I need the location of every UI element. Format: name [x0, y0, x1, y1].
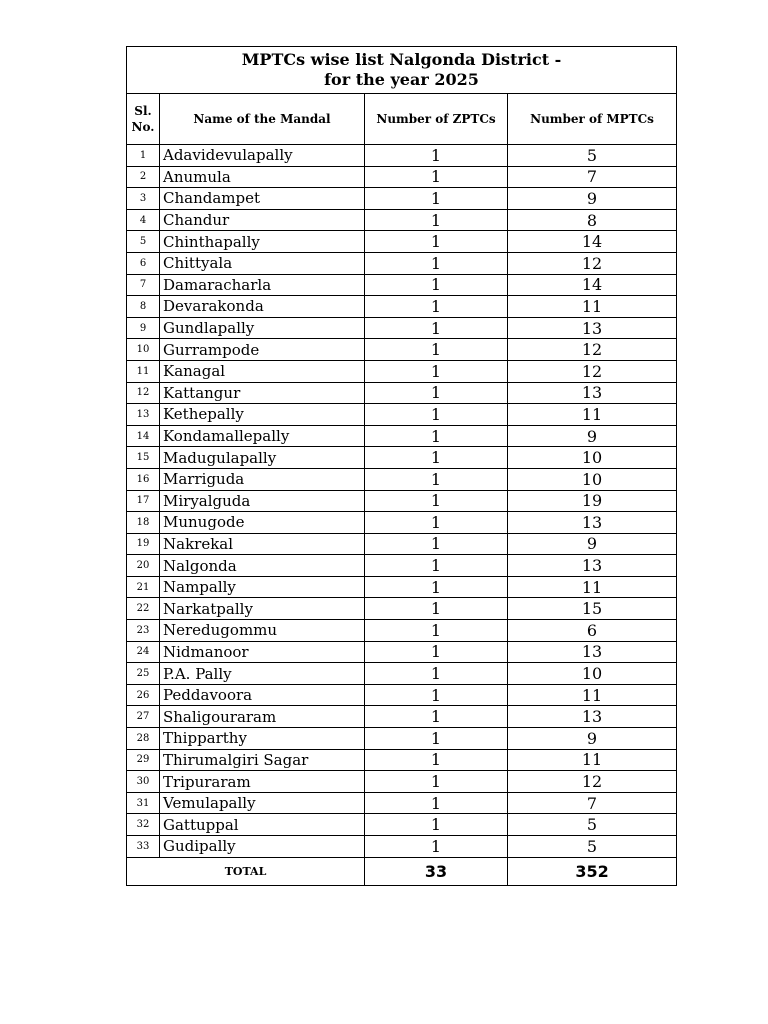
row-zptcs: 1 — [365, 814, 508, 836]
row-sl-no: 6 — [127, 252, 160, 274]
row-mptcs: 13 — [508, 641, 677, 663]
table-row — [127, 598, 677, 620]
row-zptcs: 1 — [365, 749, 508, 771]
row-zptcs: 1 — [365, 382, 508, 404]
row-sl-no: 31 — [127, 792, 160, 814]
row-sl-no: 26 — [127, 684, 160, 706]
row-mptcs: 13 — [508, 706, 677, 728]
row-sl-no: 28 — [127, 728, 160, 750]
row-mptcs: 12 — [508, 771, 677, 793]
mptc-table — [126, 46, 677, 886]
row-zptcs: 1 — [365, 533, 508, 555]
table-row — [127, 339, 677, 361]
row-sl-no: 20 — [127, 555, 160, 577]
row-sl-no: 22 — [127, 598, 160, 620]
table-row — [127, 296, 677, 318]
row-sl-no: 32 — [127, 814, 160, 836]
row-sl-no: 9 — [127, 317, 160, 339]
row-sl-no: 25 — [127, 663, 160, 685]
row-mptcs: 10 — [508, 663, 677, 685]
row-zptcs: 1 — [365, 512, 508, 534]
row-zptcs: 1 — [365, 706, 508, 728]
row-zptcs: 1 — [365, 641, 508, 663]
row-zptcs: 1 — [365, 166, 508, 188]
row-mptcs: 9 — [508, 188, 677, 210]
row-mandal-name: Anumula — [160, 166, 365, 188]
row-mandal-name: Munugode — [160, 512, 365, 534]
row-sl-no: 14 — [127, 425, 160, 447]
row-zptcs: 1 — [365, 728, 508, 750]
row-mptcs: 15 — [508, 598, 677, 620]
table-row — [127, 468, 677, 490]
row-zptcs: 1 — [365, 663, 508, 685]
row-mptcs: 12 — [508, 252, 677, 274]
row-mptcs: 9 — [508, 425, 677, 447]
row-sl-no: 21 — [127, 576, 160, 598]
row-sl-no: 18 — [127, 512, 160, 534]
row-mptcs: 11 — [508, 576, 677, 598]
row-zptcs: 1 — [365, 447, 508, 469]
table-row — [127, 684, 677, 706]
row-zptcs: 1 — [365, 468, 508, 490]
row-zptcs: 1 — [365, 576, 508, 598]
table-row — [127, 252, 677, 274]
row-mandal-name: Nalgonda — [160, 555, 365, 577]
row-sl-no: 8 — [127, 296, 160, 318]
row-sl-no: 11 — [127, 360, 160, 382]
row-mandal-name: Kanagal — [160, 360, 365, 382]
row-zptcs: 1 — [365, 339, 508, 361]
row-sl-no: 24 — [127, 641, 160, 663]
row-sl-no: 5 — [127, 231, 160, 253]
row-zptcs: 1 — [365, 274, 508, 296]
table-row — [127, 836, 677, 858]
row-mandal-name: Chandur — [160, 209, 365, 231]
row-zptcs: 1 — [365, 684, 508, 706]
header-mandal: Name of the Mandal — [160, 94, 365, 145]
row-mandal-name: Tripuraram — [160, 771, 365, 793]
table-row — [127, 404, 677, 426]
row-mandal-name: Madugulapally — [160, 447, 365, 469]
table-row — [127, 382, 677, 404]
row-zptcs: 1 — [365, 555, 508, 577]
table-row — [127, 166, 677, 188]
row-mptcs: 14 — [508, 231, 677, 253]
row-mptcs: 9 — [508, 728, 677, 750]
table-row — [127, 447, 677, 469]
row-mptcs: 13 — [508, 382, 677, 404]
row-sl-no: 3 — [127, 188, 160, 210]
table-row — [127, 188, 677, 210]
row-mandal-name: Marriguda — [160, 468, 365, 490]
header-mptcs: Number of MPTCs — [508, 94, 677, 145]
row-mptcs: 10 — [508, 447, 677, 469]
table-body — [127, 145, 677, 858]
row-mandal-name: Gattuppal — [160, 814, 365, 836]
row-mptcs: 7 — [508, 166, 677, 188]
row-sl-no: 1 — [127, 145, 160, 167]
table-row — [127, 274, 677, 296]
row-sl-no: 23 — [127, 620, 160, 642]
row-mptcs: 11 — [508, 404, 677, 426]
row-zptcs: 1 — [365, 490, 508, 512]
row-mandal-name: Kondamallepally — [160, 425, 365, 447]
row-zptcs: 1 — [365, 792, 508, 814]
row-mandal-name: Peddavoora — [160, 684, 365, 706]
table-row — [127, 576, 677, 598]
table-row — [127, 360, 677, 382]
row-mptcs: 9 — [508, 533, 677, 555]
row-mandal-name: Neredugommu — [160, 620, 365, 642]
row-sl-no: 2 — [127, 166, 160, 188]
table-row — [127, 209, 677, 231]
table-row — [127, 231, 677, 253]
row-mandal-name: Chinthapally — [160, 231, 365, 253]
row-zptcs: 1 — [365, 598, 508, 620]
row-mptcs: 12 — [508, 339, 677, 361]
row-mandal-name: Shaligouraram — [160, 706, 365, 728]
row-mandal-name: Gurrampode — [160, 339, 365, 361]
row-sl-no: 16 — [127, 468, 160, 490]
row-sl-no: 19 — [127, 533, 160, 555]
table-row — [127, 663, 677, 685]
header-row — [127, 94, 677, 145]
row-sl-no: 7 — [127, 274, 160, 296]
row-mandal-name: P.A. Pally — [160, 663, 365, 685]
row-zptcs: 1 — [365, 296, 508, 318]
row-sl-no: 27 — [127, 706, 160, 728]
row-sl-no: 4 — [127, 209, 160, 231]
table-row — [127, 145, 677, 167]
row-zptcs: 1 — [365, 360, 508, 382]
table-row — [127, 533, 677, 555]
table-row — [127, 555, 677, 577]
table-row — [127, 490, 677, 512]
row-zptcs: 1 — [365, 404, 508, 426]
table-row — [127, 641, 677, 663]
row-zptcs: 1 — [365, 145, 508, 167]
row-sl-no: 29 — [127, 749, 160, 771]
row-mandal-name: Gundlapally — [160, 317, 365, 339]
row-zptcs: 1 — [365, 836, 508, 858]
row-mandal-name: Thipparthy — [160, 728, 365, 750]
row-zptcs: 1 — [365, 317, 508, 339]
row-sl-no: 30 — [127, 771, 160, 793]
total-row — [127, 857, 677, 885]
row-mptcs: 6 — [508, 620, 677, 642]
table-row — [127, 425, 677, 447]
row-mandal-name: Kethepally — [160, 404, 365, 426]
row-mptcs: 5 — [508, 814, 677, 836]
row-mptcs: 5 — [508, 836, 677, 858]
table-row — [127, 706, 677, 728]
row-sl-no: 15 — [127, 447, 160, 469]
row-zptcs: 1 — [365, 771, 508, 793]
row-mptcs: 14 — [508, 274, 677, 296]
table-row — [127, 814, 677, 836]
row-zptcs: 1 — [365, 425, 508, 447]
table-row — [127, 771, 677, 793]
table-title — [127, 47, 677, 94]
row-zptcs: 1 — [365, 231, 508, 253]
row-mptcs: 13 — [508, 317, 677, 339]
row-sl-no: 13 — [127, 404, 160, 426]
table-row — [127, 792, 677, 814]
row-mandal-name: Adavidevulapally — [160, 145, 365, 167]
total-mptcs: 352 — [508, 857, 677, 885]
row-mptcs: 8 — [508, 209, 677, 231]
row-mptcs: 5 — [508, 145, 677, 167]
table-row — [127, 512, 677, 534]
row-sl-no: 17 — [127, 490, 160, 512]
row-mandal-name: Nidmanoor — [160, 641, 365, 663]
row-mptcs: 13 — [508, 512, 677, 534]
row-mandal-name: Devarakonda — [160, 296, 365, 318]
row-mptcs: 11 — [508, 296, 677, 318]
row-mptcs: 19 — [508, 490, 677, 512]
row-zptcs: 1 — [365, 252, 508, 274]
row-mptcs: 7 — [508, 792, 677, 814]
row-mptcs: 11 — [508, 684, 677, 706]
table-row — [127, 317, 677, 339]
table-row — [127, 620, 677, 642]
total-zptcs: 33 — [365, 857, 508, 885]
row-mandal-name: Narkatpally — [160, 598, 365, 620]
table-row — [127, 749, 677, 771]
row-mandal-name: Nampally — [160, 576, 365, 598]
row-mandal-name: Vemulapally — [160, 792, 365, 814]
header-sl-no: Sl. No. — [127, 94, 160, 145]
row-sl-no: 10 — [127, 339, 160, 361]
row-mandal-name: Chandampet — [160, 188, 365, 210]
row-mptcs: 11 — [508, 749, 677, 771]
title-line-2: for the year 2025 — [324, 70, 479, 89]
row-mandal-name: Miryalguda — [160, 490, 365, 512]
row-mandal-name: Nakrekal — [160, 533, 365, 555]
row-zptcs: 1 — [365, 620, 508, 642]
row-sl-no: 33 — [127, 836, 160, 858]
total-label: TOTAL — [127, 857, 365, 885]
row-mandal-name: Gudipally — [160, 836, 365, 858]
title-line-1: MPTCs wise list Nalgonda District - — [241, 50, 562, 69]
row-zptcs: 1 — [365, 188, 508, 210]
row-mandal-name: Kattangur — [160, 382, 365, 404]
row-mandal-name: Chittyala — [160, 252, 365, 274]
row-mptcs: 13 — [508, 555, 677, 577]
row-mptcs: 12 — [508, 360, 677, 382]
header-zptcs: Number of ZPTCs — [365, 94, 508, 145]
row-zptcs: 1 — [365, 209, 508, 231]
row-mandal-name: Damaracharla — [160, 274, 365, 296]
row-mptcs: 10 — [508, 468, 677, 490]
row-sl-no: 12 — [127, 382, 160, 404]
table-row — [127, 728, 677, 750]
row-mandal-name: Thirumalgiri Sagar — [160, 749, 365, 771]
